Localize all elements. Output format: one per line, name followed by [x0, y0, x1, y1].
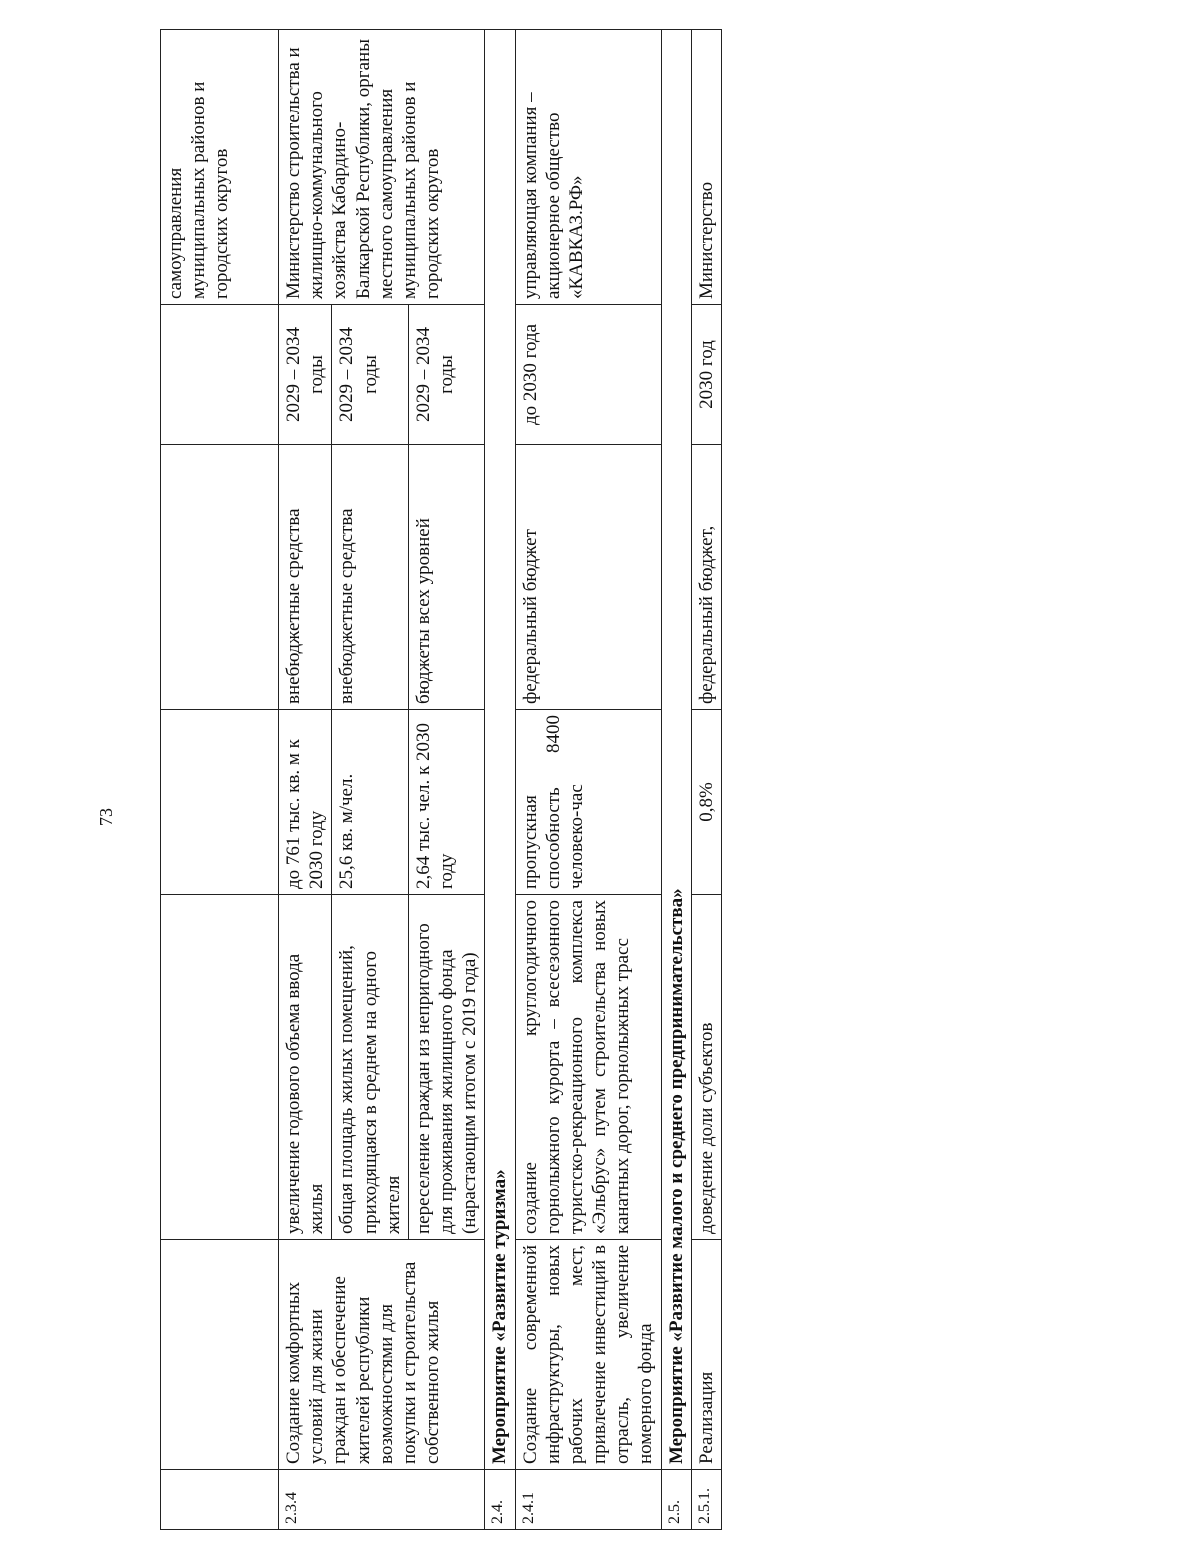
- cell-source: внебюджетные средства: [332, 445, 409, 710]
- section-row: [661, 30, 691, 1530]
- cell-indicator: до 761 тыс. кв. м к 2030 году: [279, 710, 332, 895]
- cell-description: общая площадь жилых помещений, приходящаяся в среднем на одного жителя: [332, 895, 409, 1240]
- cell-indicator: 25,6 кв. м/чел.: [332, 710, 409, 895]
- table-row-continuation: [161, 30, 279, 1530]
- cell-responsible: самоуправления муниципальных районов и городских округов: [161, 30, 279, 305]
- cell-name: [161, 1240, 279, 1470]
- section-title: Мероприятие «Развитие малого и среднего предпринимательства»: [661, 30, 691, 1470]
- measures-table: [160, 29, 722, 1530]
- cell-responsible: Министерство строительства и жилищно-коммунального хозяйства Кабардино-Балкарской Республики, органы местного самоуправления муниципальных районов и городских округов: [279, 30, 485, 305]
- cell-description: увеличение годового объема ввода жилья: [279, 895, 332, 1240]
- cell-term: 2029 – 2034 годы: [408, 305, 485, 445]
- cell-description: доведение доли субъектов: [691, 895, 721, 1240]
- cell-source: [161, 445, 279, 710]
- cell-name: Реализация: [691, 1240, 721, 1470]
- section-num: 2.4.: [485, 1470, 515, 1530]
- cell-indicator: пропускная способность 8400 человеко-час: [515, 710, 661, 895]
- cell-num: [161, 1470, 279, 1530]
- cell-num: 2.4.1: [515, 1470, 661, 1530]
- section-row: [485, 30, 515, 1530]
- cell-source: федеральный бюджет,: [691, 445, 721, 710]
- cell-indicator: 0,8%: [691, 710, 721, 895]
- cell-name: Создание современной инфраструктуры, новых рабочих мест, привлечение инвестиций в отрасль, увеличение номерного фонда: [515, 1240, 661, 1470]
- cell-term: 2029 – 2034 годы: [279, 305, 332, 445]
- cell-indicator: 2,64 тыс. чел. к 2030 году: [408, 710, 485, 895]
- rotated-table-container: [160, 30, 1200, 1530]
- cell-description: переселение граждан из непригодного для проживания жилищного фонда (нарастающим итогом с 2019 года): [408, 895, 485, 1240]
- cell-description: [161, 895, 279, 1240]
- cell-term: 2030 год: [691, 305, 721, 445]
- cell-source: федеральный бюджет: [515, 445, 661, 710]
- section-title: Мероприятие «Развитие туризма»: [485, 30, 515, 1470]
- table-row: [691, 30, 721, 1530]
- cell-responsible: Министерство: [691, 30, 721, 305]
- cell-description: создание круглогодичного горнолыжного курорта – всесезонного туристско-рекреационного комплекса «Эльбрус» путем строительства новых канатных дорог, горнолыжных трасс: [515, 895, 661, 1240]
- cell-term: 2029 – 2034 годы: [332, 305, 409, 445]
- cell-indicator: [161, 710, 279, 895]
- table-row: [515, 30, 661, 1530]
- cell-num: 2.5.1.: [691, 1470, 721, 1530]
- cell-source: бюджеты всех уровней: [408, 445, 485, 710]
- cell-source: внебюджетные средства: [279, 445, 332, 710]
- page-number: 73: [96, 808, 116, 826]
- cell-term: до 2030 года: [515, 305, 661, 445]
- cell-responsible: управляющая компания – акционерное общество «КАВКАЗ.РФ»: [515, 30, 661, 305]
- cell-num: 2.3.4: [279, 1470, 485, 1530]
- table-row: [279, 30, 332, 1530]
- cell-term: [161, 305, 279, 445]
- cell-name: Создание комфортных условий для жизни граждан и обеспечение жителей республики возможностями для покупки и строительства собственного жилья: [279, 1240, 485, 1470]
- section-num: 2.5.: [661, 1470, 691, 1530]
